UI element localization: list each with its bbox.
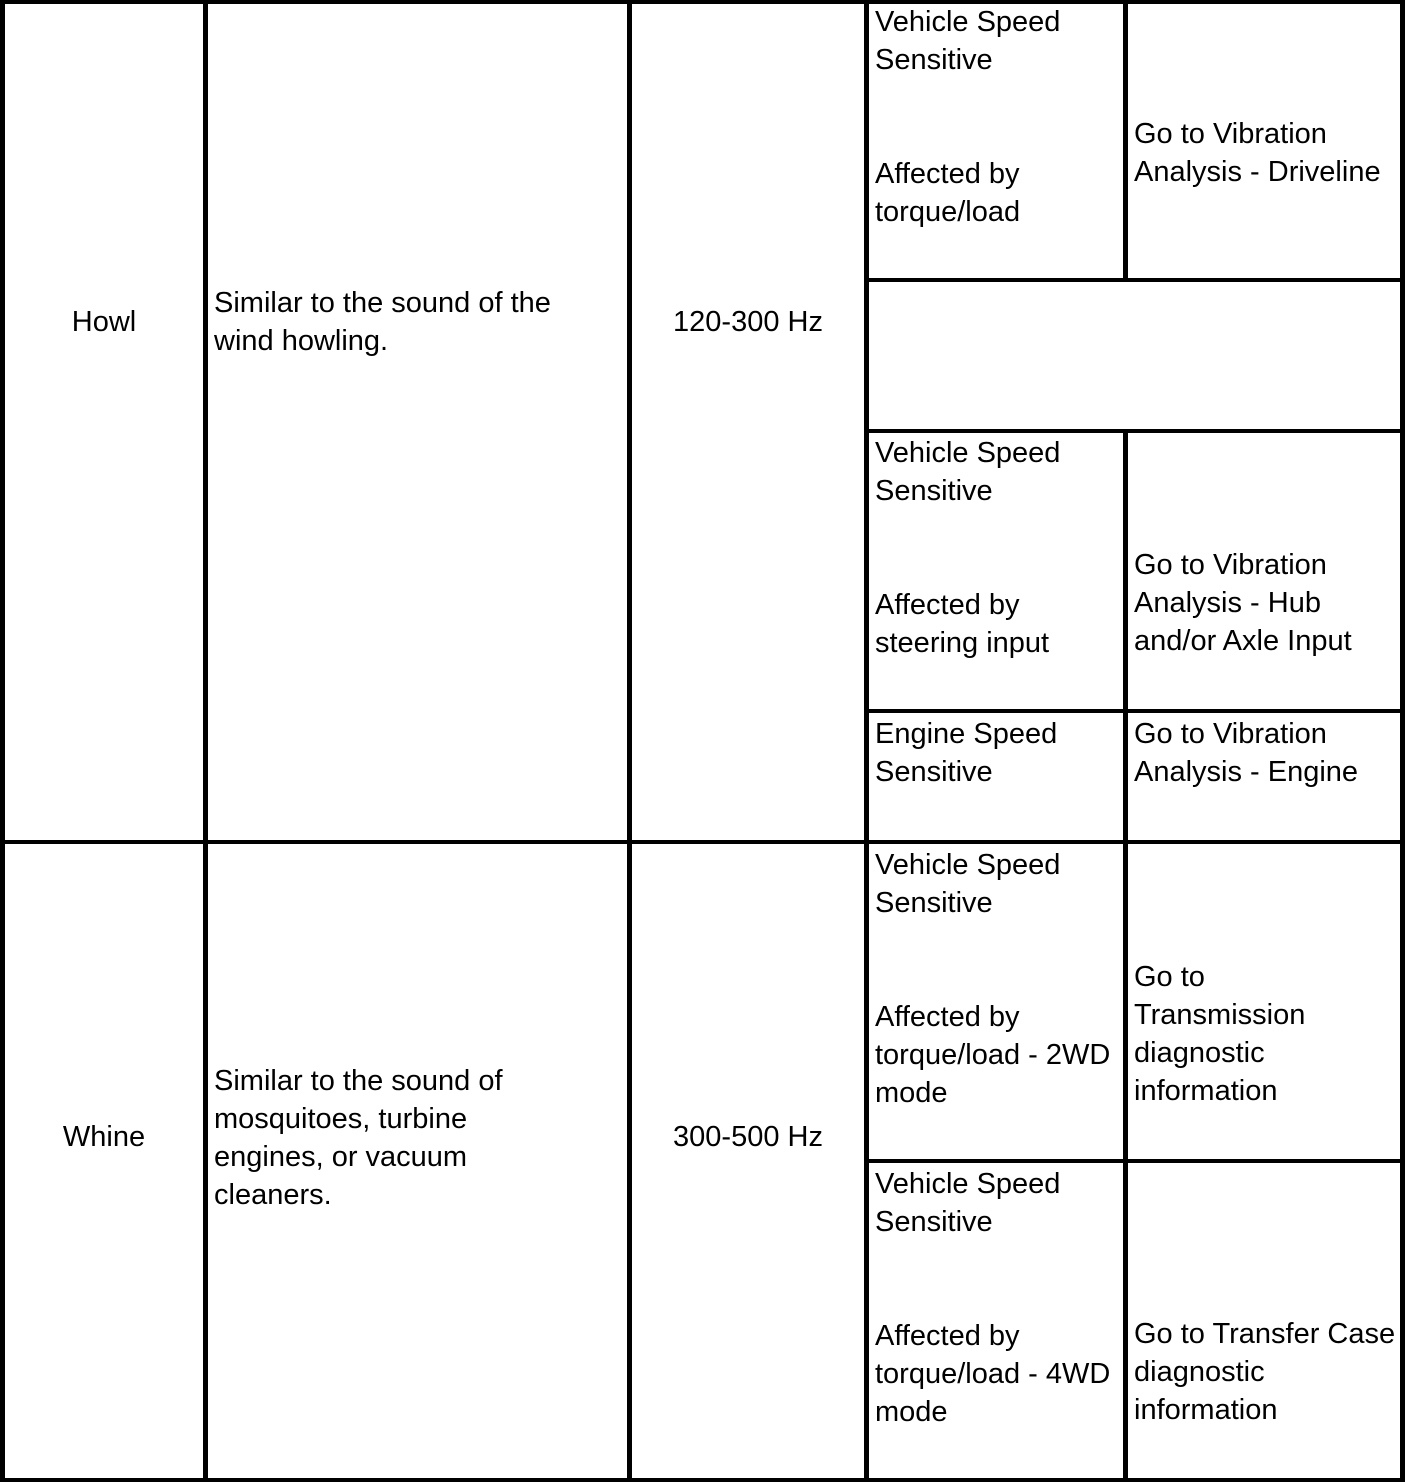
grid-line bbox=[0, 0, 5, 1482]
condition-cell: Vehicle Speed Sensitive Affected by torque/load - 2WD mode bbox=[875, 849, 1111, 1109]
condition-cell: Vehicle Speed Sensitive Affected by torque/load - 4WD mode bbox=[875, 1168, 1111, 1428]
action-cell: Go to Vibration Analysis - Engine bbox=[1134, 718, 1359, 788]
noise-type-cell: Whine bbox=[62, 1121, 146, 1153]
grid-line bbox=[864, 0, 869, 1482]
grid-line bbox=[864, 429, 1405, 433]
description-cell: Similar to the sound of the wind howling. bbox=[214, 287, 551, 357]
action-cell: Go to Transfer Case diagnostic information bbox=[1134, 1318, 1396, 1426]
grid-line bbox=[864, 709, 1405, 713]
action-cell: Go to Vibration Analysis - Hub and/or Axle Input bbox=[1134, 549, 1352, 657]
noise-type-cell: Howl bbox=[71, 306, 137, 338]
condition-cell: Vehicle Speed Sensitive Affected by steering input bbox=[875, 437, 1061, 659]
grid-line bbox=[1400, 0, 1405, 1482]
grid-line bbox=[1123, 430, 1128, 1482]
grid-line bbox=[864, 278, 1405, 282]
grid-line bbox=[0, 840, 1405, 844]
grid-line bbox=[0, 1478, 1405, 1482]
condition-cell: Engine Speed Sensitive bbox=[875, 718, 1058, 788]
grid-line bbox=[203, 0, 208, 1482]
condition-cell: Vehicle Speed Sensitive Affected by torque/load bbox=[875, 6, 1061, 228]
frequency-cell: 120-300 Hz bbox=[673, 306, 823, 338]
grid-line bbox=[0, 0, 1405, 4]
action-cell: Go to Transmission diagnostic information bbox=[1134, 961, 1306, 1107]
frequency-cell: 300-500 Hz bbox=[673, 1121, 823, 1153]
grid-line bbox=[864, 1159, 1405, 1163]
grid-line bbox=[1123, 0, 1128, 281]
grid-line bbox=[627, 0, 632, 1482]
action-cell: Go to Vibration Analysis - Driveline bbox=[1134, 118, 1381, 188]
description-cell: Similar to the sound of mosquitoes, turbine engines, or vacuum cleaners. bbox=[214, 1065, 503, 1211]
